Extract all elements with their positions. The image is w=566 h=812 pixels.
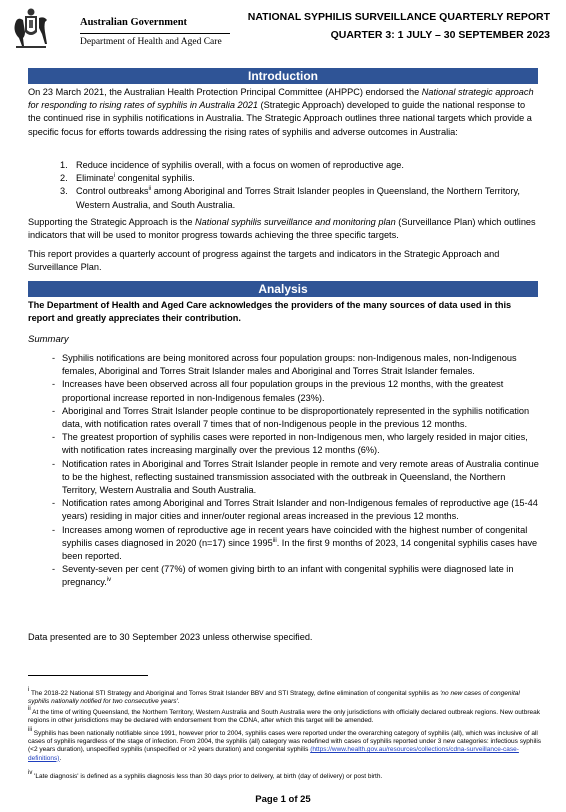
- footnote-1: [28, 687, 542, 706]
- dash-marker: -: [52, 379, 56, 390]
- analysis-heading: Analysis: [28, 281, 538, 297]
- footnote-marker: iii: [28, 727, 32, 733]
- summary-text: Aboriginal and Torres Strait Islander people continue to be disproportionately represented in the syphilis notification data, with notification rates overall 7 times that of non-Indigenous people in the previous 12 months.: [62, 405, 530, 430]
- footnote-ref: iii: [272, 537, 277, 544]
- footnote-4: [28, 770, 542, 781]
- department-name: Department of Health and Aged Care: [80, 37, 222, 47]
- report-subtitle: QUARTER 3: 1 JULY – 30 SEPTEMBER 2023: [330, 29, 550, 41]
- summary-list: [52, 352, 540, 590]
- intro-p2-text-cont: (Surveillance Plan) which outlines indicators that will be used to monitor progress towards achieving the three specific targets.: [28, 217, 536, 241]
- target-text-cont: among Aboriginal and Torres Strait Islander peoples in Queensland, the Northern Territory, Western Australia, and South Australia.: [76, 186, 520, 210]
- summary-item: [52, 352, 540, 378]
- government-name: Australian Government: [80, 17, 188, 28]
- summary-item: [52, 563, 540, 589]
- footnote-text-end: .: [59, 754, 62, 762]
- target-item: [60, 185, 538, 211]
- dash-marker: -: [52, 564, 56, 575]
- national-targets-list: [60, 159, 538, 212]
- strategy-title: National strategic approach for responding to rising rates of syphilis in Australia 2021: [28, 87, 534, 111]
- data-note: Data presented are to 30 September 2023 unless otherwise specified.: [28, 632, 313, 642]
- summary-text-cont: . In the first 9 months of 2023, 14 congenital syphilis cases have been reported.: [62, 537, 538, 562]
- intro-p1-text-cont: (Strategic Approach) developed to guide the national response to the continued rise in syphilis notifications in Australia. The Strategic Approach outlines three national targets which provide a specific focus for efforts towards addressing the rising rates of syphilis and adverse outcomes in Australia:: [28, 100, 532, 137]
- footnote-text: The 2018-22 National STI Strategy and Aboriginal and Torres Strait Islander BBV and STI Strategy, define elimination of congenital syphilis as: [29, 690, 441, 697]
- footnote-quote: 'no new cases of congenital syphilis nationally notified for two consecutive years'.: [28, 690, 520, 706]
- summary-text: The greatest proportion of syphilis cases were reported in non-Indigenous men, who largely resided in major cities, with notification rates increasing marginally over the previous 12 months (6%).: [62, 432, 528, 456]
- dash-marker: -: [52, 458, 56, 469]
- dash-marker: -: [52, 524, 56, 535]
- case-definitions-link[interactable]: (https://www.health.gov.au/resources/collections/cdna-surveillance-case-definitions): [28, 746, 519, 762]
- target-item: [60, 159, 538, 172]
- footnote-ref: ii: [148, 186, 152, 193]
- summary-text: Syphilis notifications are being monitored across four population groups: non-Indigenous males, non-Indigenous females, Aboriginal and Torres Strait Islander males and Aboriginal and Torres Strait Islander females.: [62, 353, 517, 377]
- intro-paragraph-3: This report provides a quarterly account of progress against the targets and indicators in the Strategic Approach and Surveillance Plan.: [28, 249, 500, 273]
- coat-of-arms-logo: [10, 6, 52, 50]
- footnote-divider: [28, 675, 148, 676]
- target-item: [60, 172, 538, 185]
- summary-heading: Summary: [28, 334, 69, 345]
- footnote-marker: i: [28, 687, 30, 693]
- report-title: NATIONAL SYPHILIS SURVEILLANCE QUARTERLY REPORT: [247, 11, 550, 23]
- dash-marker: -: [52, 405, 56, 416]
- divider: [80, 33, 230, 34]
- plan-title: National syphilis surveillance and monitoring plan: [195, 217, 396, 227]
- target-number: 3.: [60, 186, 68, 197]
- footnote-marker: iv: [28, 770, 33, 776]
- footnote-text: Syphilis has been nationally notifiable since 1991, however prior to 2004, syphilis cases were reported under the overarching category of syphilis (all), which was inclusive of all cases of syphilis regardless of the stage of infection. From 2004, the syphilis (all) category was redefined with cases of syphilis reported under 3 new categories: infectious syphilis (<2 years duration), unspecified syphilis (unspecified or >2 years duration) and congenital syphilis: [28, 730, 542, 754]
- intro-p1-text: On 23 March 2021, the Australian Health Protection Principal Committee (AHPPC) endorsed the: [28, 87, 422, 97]
- footnote-2: [28, 706, 542, 725]
- footnote-3: [28, 727, 542, 763]
- summary-item: [52, 497, 540, 523]
- dash-marker: -: [52, 498, 56, 509]
- footnote-ref: i: [113, 173, 116, 180]
- intro-p2-text: Supporting the Strategic Approach is the: [28, 217, 196, 227]
- summary-text: Increases have been observed across all four population groups in the previous 12 months, with the greatest proportional increase reported in non-Indigenous females (23%).: [62, 379, 504, 403]
- intro-paragraph-1: [28, 86, 538, 139]
- dash-marker: -: [52, 432, 56, 443]
- target-text: Control outbreaks: [76, 186, 149, 197]
- summary-text: Notification rates among Aboriginal and Torres Strait Islander and non-Indigenous females of reproductive age (15-44 years) residing in major cities and inner/outer regional areas increased in the previous 12 months.: [62, 498, 538, 522]
- summary-item: [52, 378, 540, 404]
- footnote-ref: iv: [106, 577, 112, 584]
- page-number: Page 1 of 25: [255, 794, 311, 805]
- summary-text: Seventy-seven per cent (77%) of women giving birth to an infant with congenital syphilis were diagnosed late in pregnancy.: [62, 564, 514, 588]
- summary-item: [52, 405, 540, 431]
- dash-marker: -: [52, 353, 56, 363]
- target-number: 1.: [60, 160, 68, 170]
- summary-item: [52, 458, 540, 498]
- summary-item: [52, 431, 540, 457]
- footnote-text: At the time of writing Queensland, the Northern Territory, Western Australia and South Australia were the only jurisdictions with officially declared outbreak regions. New outbreak regions in other jurisdictions may be declared with endorsement from the CDNA, after which this target will be amended.: [28, 709, 540, 725]
- footnote-text: 'Late diagnosis' is defined as a syphilis diagnosis less than 30 days prior to delivery, at birth (day of delivery) or post birth.: [32, 773, 383, 780]
- target-text-cont: congenital syphilis.: [115, 173, 195, 184]
- footnote-marker: ii: [28, 706, 31, 712]
- acknowledgement: The Department of Health and Aged Care acknowledges the providers of the many sources of data used in this report and greatly appreciates their contribution.: [28, 300, 512, 324]
- summary-item: [52, 524, 540, 564]
- target-number: 2.: [60, 173, 68, 184]
- intro-paragraph-2: [28, 216, 538, 242]
- target-text: Eliminate: [76, 173, 114, 184]
- introduction-heading: Introduction: [28, 68, 538, 84]
- summary-text: Notification rates in Aboriginal and Torres Strait Islander people in remote and very remote areas of Australia continue to be the highest, reflecting sustained transmission associated with the outbreak in Queensland, the Northern Territory, Western Australia and South Australia.: [62, 458, 539, 496]
- summary-text: Increases among women of reproductive age in recent years have coincided with the highest number of congenital syphilis cases diagnosed in 2020 (n=17) since 1995: [62, 524, 528, 548]
- target-text: Reduce incidence of syphilis overall, with a focus on women of reproductive age.: [76, 160, 404, 170]
